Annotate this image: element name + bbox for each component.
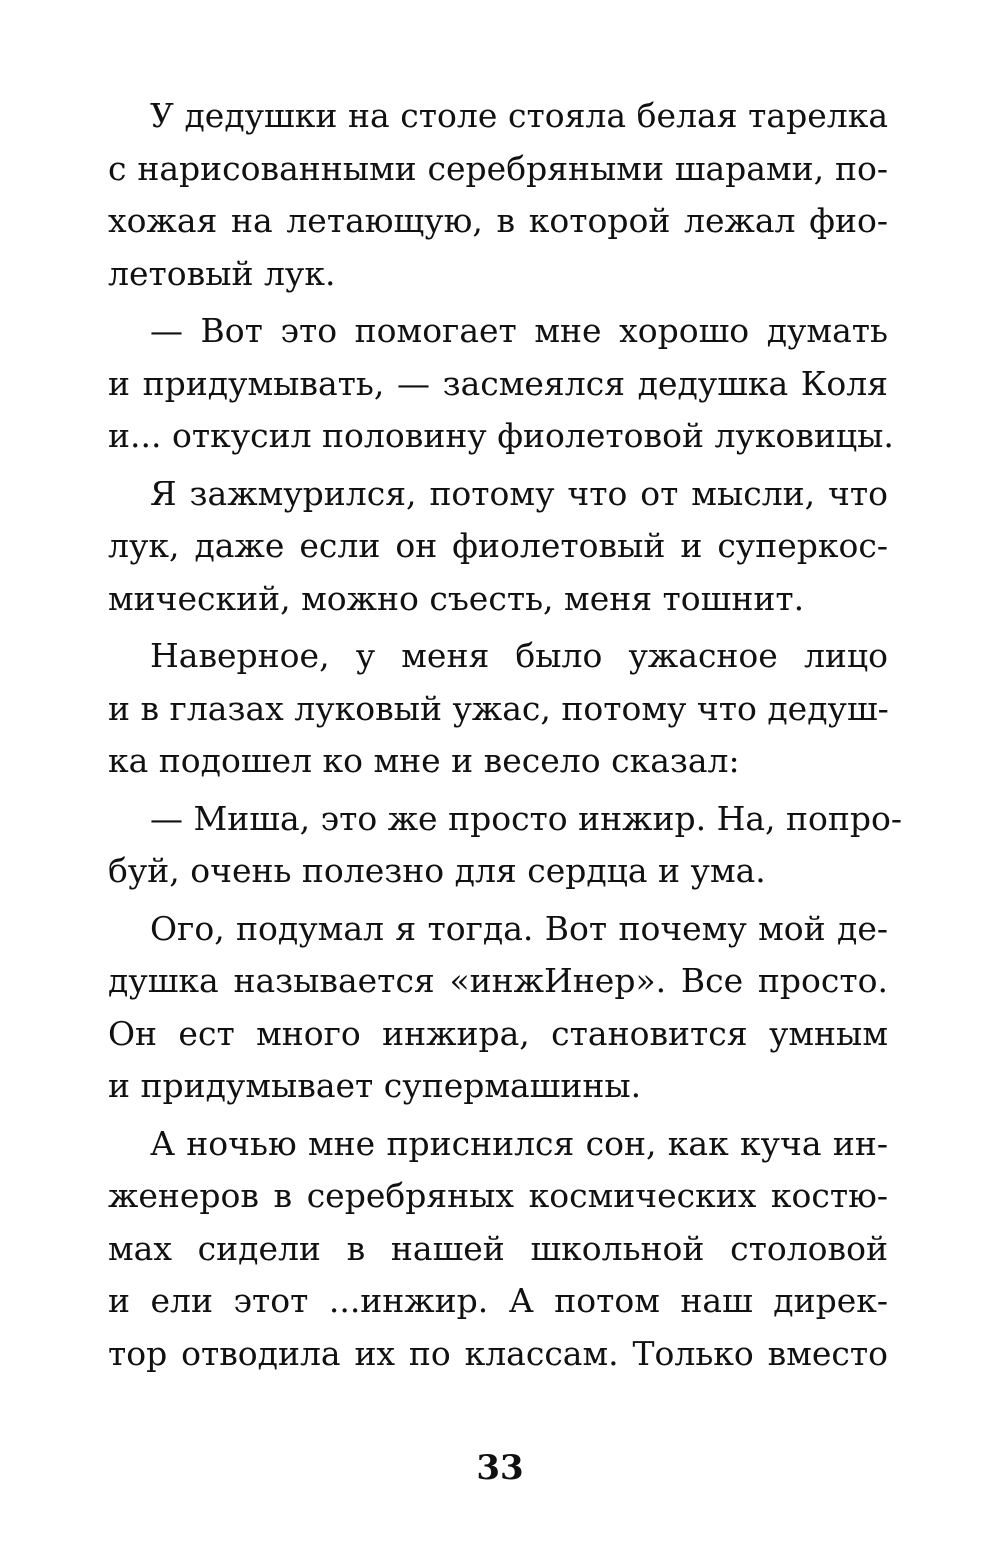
text-line: с нарисованными серебряными шарами, по- (108, 148, 888, 188)
text-line: душка называется «инжИнер». Все просто. (108, 961, 888, 1000)
text-line: — Миша, это же просто инжир. На, попро- (150, 798, 903, 838)
text-line: летовый лук. (108, 253, 336, 293)
paragraph-7 (108, 1118, 888, 1381)
text-line: женеров в серебряных космических костю- (108, 1176, 888, 1215)
text-line: и в глазах луковый ужас, потому что дедуш- (108, 688, 889, 728)
text-line: мический, можно съесть, меня тошнит. (108, 578, 805, 618)
page-number: 33 (476, 1448, 524, 1488)
book-page-text (108, 90, 903, 1380)
text-line: буй, очень полезно для сердца и ума. (108, 851, 766, 890)
text-line: ка подошел ко мне и весело сказал: (108, 741, 740, 780)
text-line: и... откусил половину фиолетовой луковицы. (108, 416, 894, 455)
text-line: хожая на летающую, в которой лежал фио- (108, 201, 888, 240)
paragraph-4 (108, 630, 888, 788)
text-line: Наверное, у меня было ужасное лицо (150, 636, 888, 675)
text-line: Я зажмурился, потому что от мысли, что (150, 473, 888, 513)
text-line: Он ест много инжира, становится умным (108, 1013, 888, 1053)
text-line: лук, даже если он фиолетовый и суперкос- (108, 526, 888, 565)
text-line: и придумывает супермашины. (108, 1066, 642, 1105)
paragraph-5 (108, 793, 903, 898)
text-line: — Вот это помогает мне хорошо думать (150, 311, 888, 350)
text-line: А ночью мне приснился сон, как куча ин- (150, 1123, 888, 1163)
text-line: У дедушки на столе стояла белая тарелка (150, 96, 888, 135)
paragraph-3 (108, 468, 888, 626)
paragraph-1 (108, 90, 888, 300)
text-line: мах сидели в нашей школьной столовой (108, 1228, 888, 1268)
paragraph-6 (108, 903, 888, 1113)
text-line: и ели этот ...инжир. А потом наш дирек- (108, 1281, 888, 1320)
paragraph-2 (108, 305, 894, 463)
text-line: и придумывать, — засмеялся дедушка Коля (108, 363, 888, 403)
text-line: тор отводила их по классам. Только вместо (108, 1333, 888, 1373)
text-line: Ого, подумал я тогда. Вот почему мой де- (150, 908, 888, 948)
